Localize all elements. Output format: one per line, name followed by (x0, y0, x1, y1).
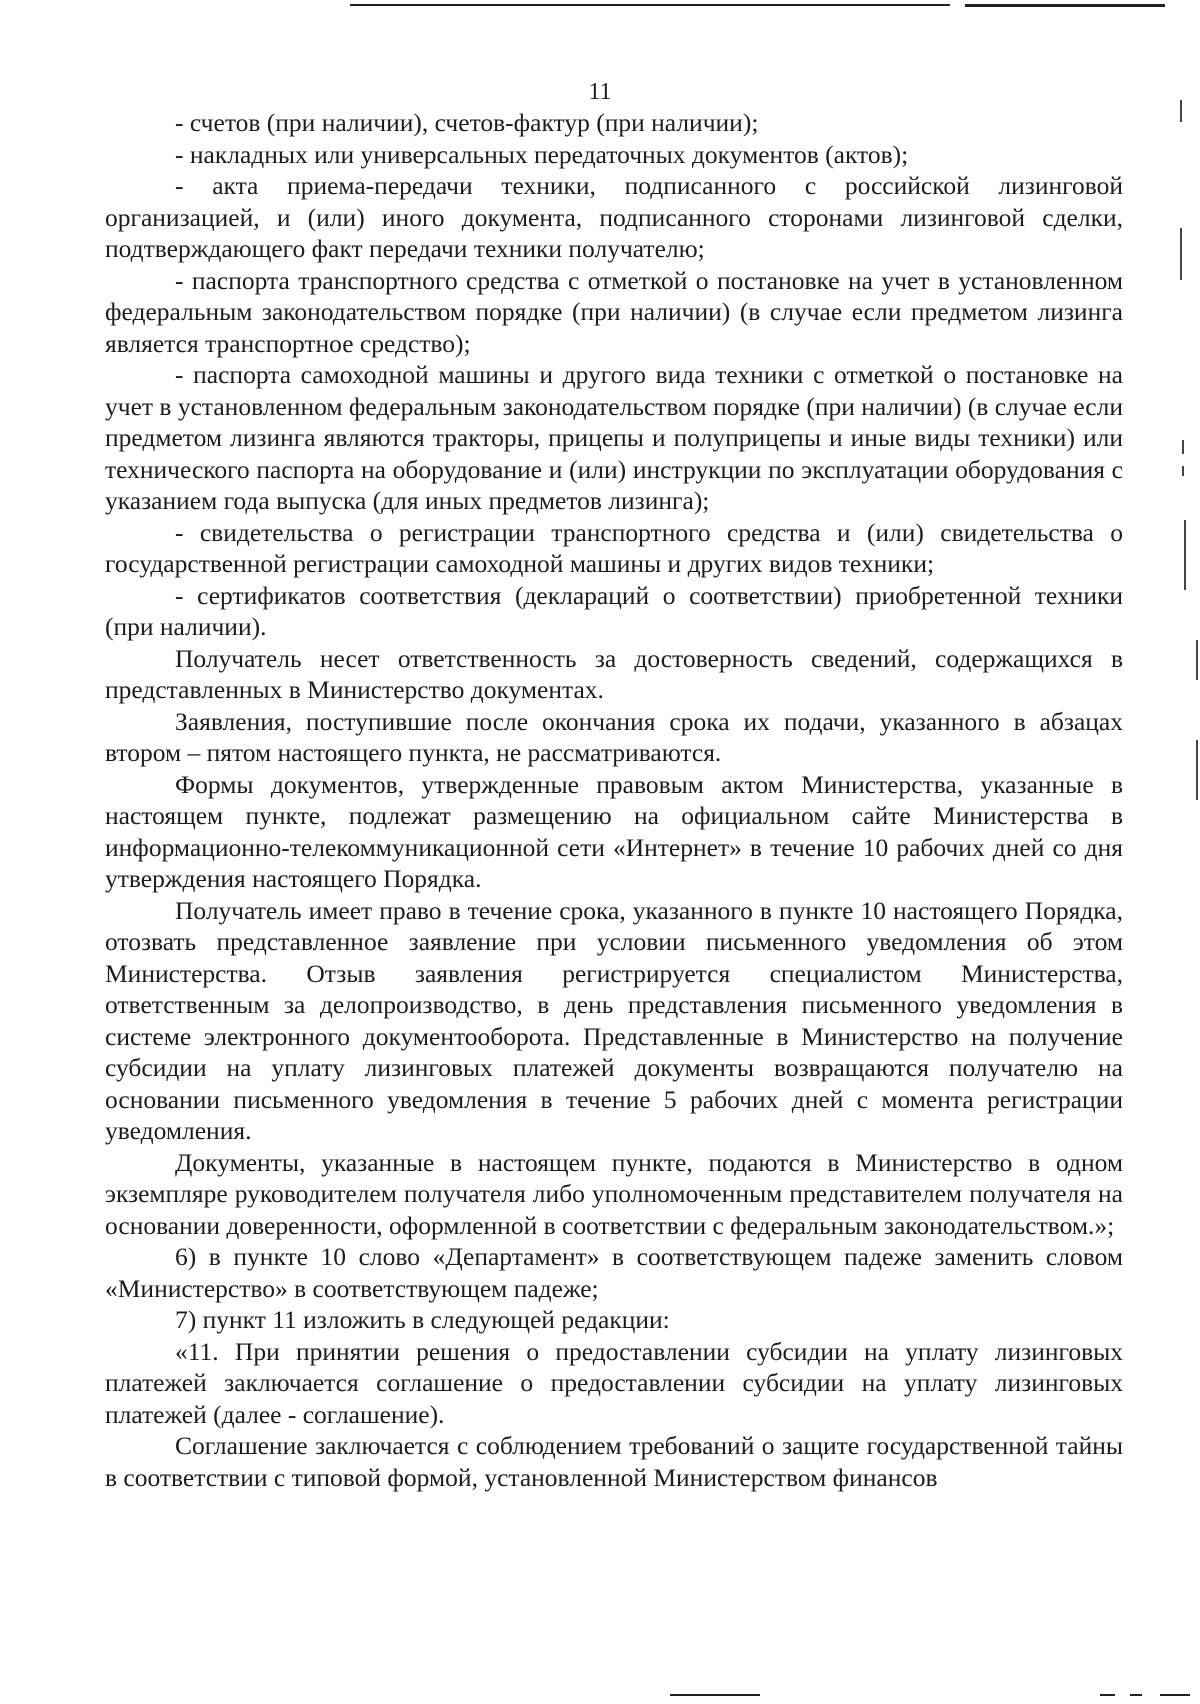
list-item-vehicle-passport: - паспорта транспортного средства с отметкой о постановке на учет в установленном федеральным законодательством порядке (при наличии) (в случае если предметом лизинга является транспортное средство); (105, 265, 1123, 358)
scan-artifact-margin-mark (1180, 228, 1182, 280)
list-item-invoices: - счетов (при наличии), счетов-фактур (при наличии); (175, 108, 759, 137)
paragraph-document-forms: Формы документов, утвержденные правовым актом Министерства, указанные в настоящем пункте, подлежат размещению на официальном сайте Министерства в информационно-телекоммуникационной сети «Интернет» в течение 10 рабочих дней со дня утверждения настоящего Порядка. (105, 769, 1123, 893)
scan-artifact-margin-mark (1196, 640, 1198, 680)
scan-artifact-margin-mark (1196, 740, 1198, 800)
paragraph-agreement: Соглашение заключается с соблюдением требований о защите государственной тайны в соответствии с типовой формой, установленной Министерством финансов (105, 1431, 1123, 1492)
paragraph-withdrawal: Получатель имеет право в течение срока, указанного в пункте 10 настоящего Порядка, отозвать представленное заявление при условии письменного уведомления об этом Министерства. Отзыв заявления регистрируется специалистом Министерства, ответственным за делопроизводство, в день представления письменного уведомления в системе электронного документооборота. Представленные в Министерство на получение субсидии на уплату лизинговых платежей документы возвращаются получателю на основании письменного уведомления в течение 5 рабочих дней с момента регистрации уведомления. (105, 895, 1123, 1145)
list-item-acceptance-act: - акта приема-передачи техники, подписанного с российской лизинговой организацией, и (или) иного документа, подписанного сторонами лизинговой сделки, подтверждающего факт передачи техники получателю; (105, 171, 1123, 263)
scan-artifact-margin-mark (1182, 466, 1184, 476)
scan-artifact-margin-mark (1184, 520, 1186, 590)
scan-artifact-top-line-right (965, 4, 1165, 7)
paragraph-amendment-6: 6) в пункте 10 слово «Департамент» в соответствующем падеже заменить словом «Министерство» в соответствующем падеже; (105, 1242, 1123, 1303)
page-number: 11 (588, 79, 612, 105)
paragraph-submission: Документы, указанные в настоящем пункте, подаются в Министерство в одном экземпляре руководителем получателя либо уполномоченным представителем получателя на основании доверенности, оформленной в соответствии с федеральным законодательством.»; (105, 1147, 1123, 1240)
list-item-conformity-certificates: - сертификатов соответствия (деклараций о соответствии) приобретенной техники (при наличии). (105, 580, 1123, 641)
scan-artifact-margin-mark (1182, 440, 1184, 454)
paragraph-responsibility: Получатель несет ответственность за достоверность сведений, содержащихся в представленных в Министерство документах. (105, 643, 1123, 704)
scan-artifact-top-line (350, 4, 950, 6)
paragraph-late-applications: Заявления, поступившие после окончания срока их подачи, указанного в абзацах втором – пятом настоящего пункта, не рассматриваются. (105, 706, 1123, 767)
paragraph-clause-11: «11. При принятии решения о предоставлении субсидии на уплату лизинговых платежей заключается соглашение о предоставлении субсидии на уплату лизинговых платежей (далее - соглашение). (105, 1336, 1123, 1429)
list-item-self-propelled-passport: - паспорта самоходной машины и другого вида техники с отметкой о постановке на учет в установленном федеральным законодательством порядке (при наличии) (в случае если предметом лизинга являются тракторы, прицепы и полуприцепы и иные виды техники) или технического паспорта на оборудование и (или) инструкции по эксплуатации оборудования с указанием года выпуска (для иных предметов лизинга); (105, 360, 1123, 515)
list-item-registration-certificate: - свидетельства о регистрации транспортного средства и (или) свидетельства о государственной регистрации самоходной машины и других видов техники; (105, 517, 1123, 578)
scan-artifact-bottom-line (1160, 1694, 1190, 1696)
scan-artifact-bottom-line (1130, 1694, 1142, 1696)
list-item-waybills: - накладных или универсальных передаточных документов (актов); (175, 139, 909, 169)
scan-artifact-bottom-line (670, 1694, 760, 1696)
paragraph-amendment-7: 7) пункт 11 изложить в следующей редакции: (175, 1305, 670, 1334)
document-body (105, 107, 1123, 1493)
scan-artifact-bottom-line (1100, 1694, 1115, 1696)
